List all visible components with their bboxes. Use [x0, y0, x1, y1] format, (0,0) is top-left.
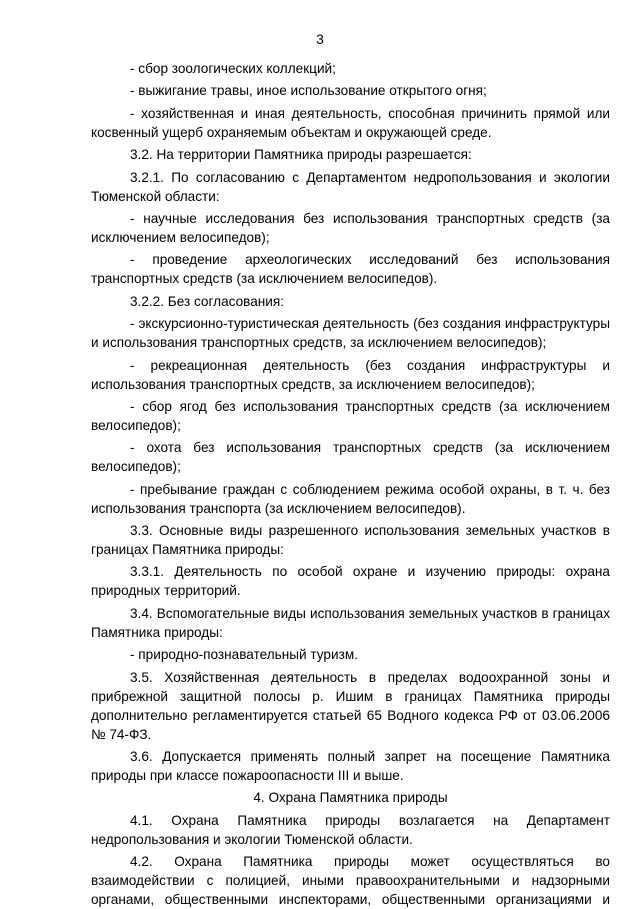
paragraph: 3.4. Вспомогательные виды использования земельных участков в границах Памятника природы:: [91, 605, 610, 640]
paragraph: 3.3.1. Деятельность по особой охране и изучению природы: охрана природных территорий.: [91, 564, 610, 599]
paragraph: 3.2. На территории Памятника природы разрешается:: [130, 147, 472, 163]
page-number: 3: [316, 32, 324, 47]
paragraph: - сбор зоологических коллекций;: [130, 61, 336, 76]
paragraph: - экскурсионно-туристическая деятельность (без создания инфраструктуры и использования транспортных средств, за исключением велосипедов);: [91, 316, 610, 351]
paragraph: - пребывание граждан с соблюдением режима особой охраны, в т. ч. без использования транспорта (за исключением велосипедов).: [91, 481, 610, 516]
paragraph: - научные исследования без использования транспортных средств (за исключением велосипедов);: [91, 210, 610, 245]
paragraph: 3.2.1. По согласованию с Департаментом недропользования и экологии Тюменской области:: [91, 169, 610, 204]
paragraph: - охота без использования транспортных средств (за исключением велосипедов);: [91, 440, 610, 475]
paragraph: - хозяйственная и иная деятельность, способная причинить прямой или косвенный ущерб охраняемым объектам и окружающей среде.: [91, 105, 610, 140]
document-body: [91, 59, 610, 909]
paragraph: 4.1. Охрана Памятника природы возлагается на Департамент недропользования и экологии Тюменской области.: [91, 812, 610, 847]
paragraph: - сбор ягод без использования транспортных средств (за исключением велосипедов);: [91, 398, 610, 433]
paragraph: 4.2. Охрана Памятника природы может осуществляться во взаимодействии с полицией, иными правоохранительными и надзорными органами, общественными инспекторами, общественными организациями и: [91, 854, 610, 908]
paragraph: 3.3. Основные виды разрешенного использования земельных участков в границах Памятника природы:: [91, 523, 610, 558]
paragraph: - проведение археологических исследований без использования транспортных средств (за исключением велосипедов).: [91, 252, 610, 287]
paragraph: - выжигание травы, иное использование открытого огня;: [130, 83, 487, 99]
paragraph: 3.2.2. Без согласования:: [130, 293, 285, 309]
paragraph: - природно-познавательный туризм.: [130, 647, 358, 663]
section-heading: 4. Охрана Памятника природы: [253, 790, 448, 806]
paragraph: - рекреационная деятельность (без создания инфраструктуры и использования транспортных средств, за исключением велосипедов);: [91, 357, 610, 392]
paragraph: 3.5. Хозяйственная деятельность в пределах водоохранной зоны и прибрежной защитной полосы р. Ишим в границах Памятника природы дополнительно регламентируется статьей 65 Водного кодекса РФ от 03.06.2006 № 74-ФЗ.: [91, 669, 610, 742]
paragraph: 3.6. Допускается применять полный запрет на посещение Памятника природы при классе пожароопасности III и выше.: [91, 749, 610, 784]
